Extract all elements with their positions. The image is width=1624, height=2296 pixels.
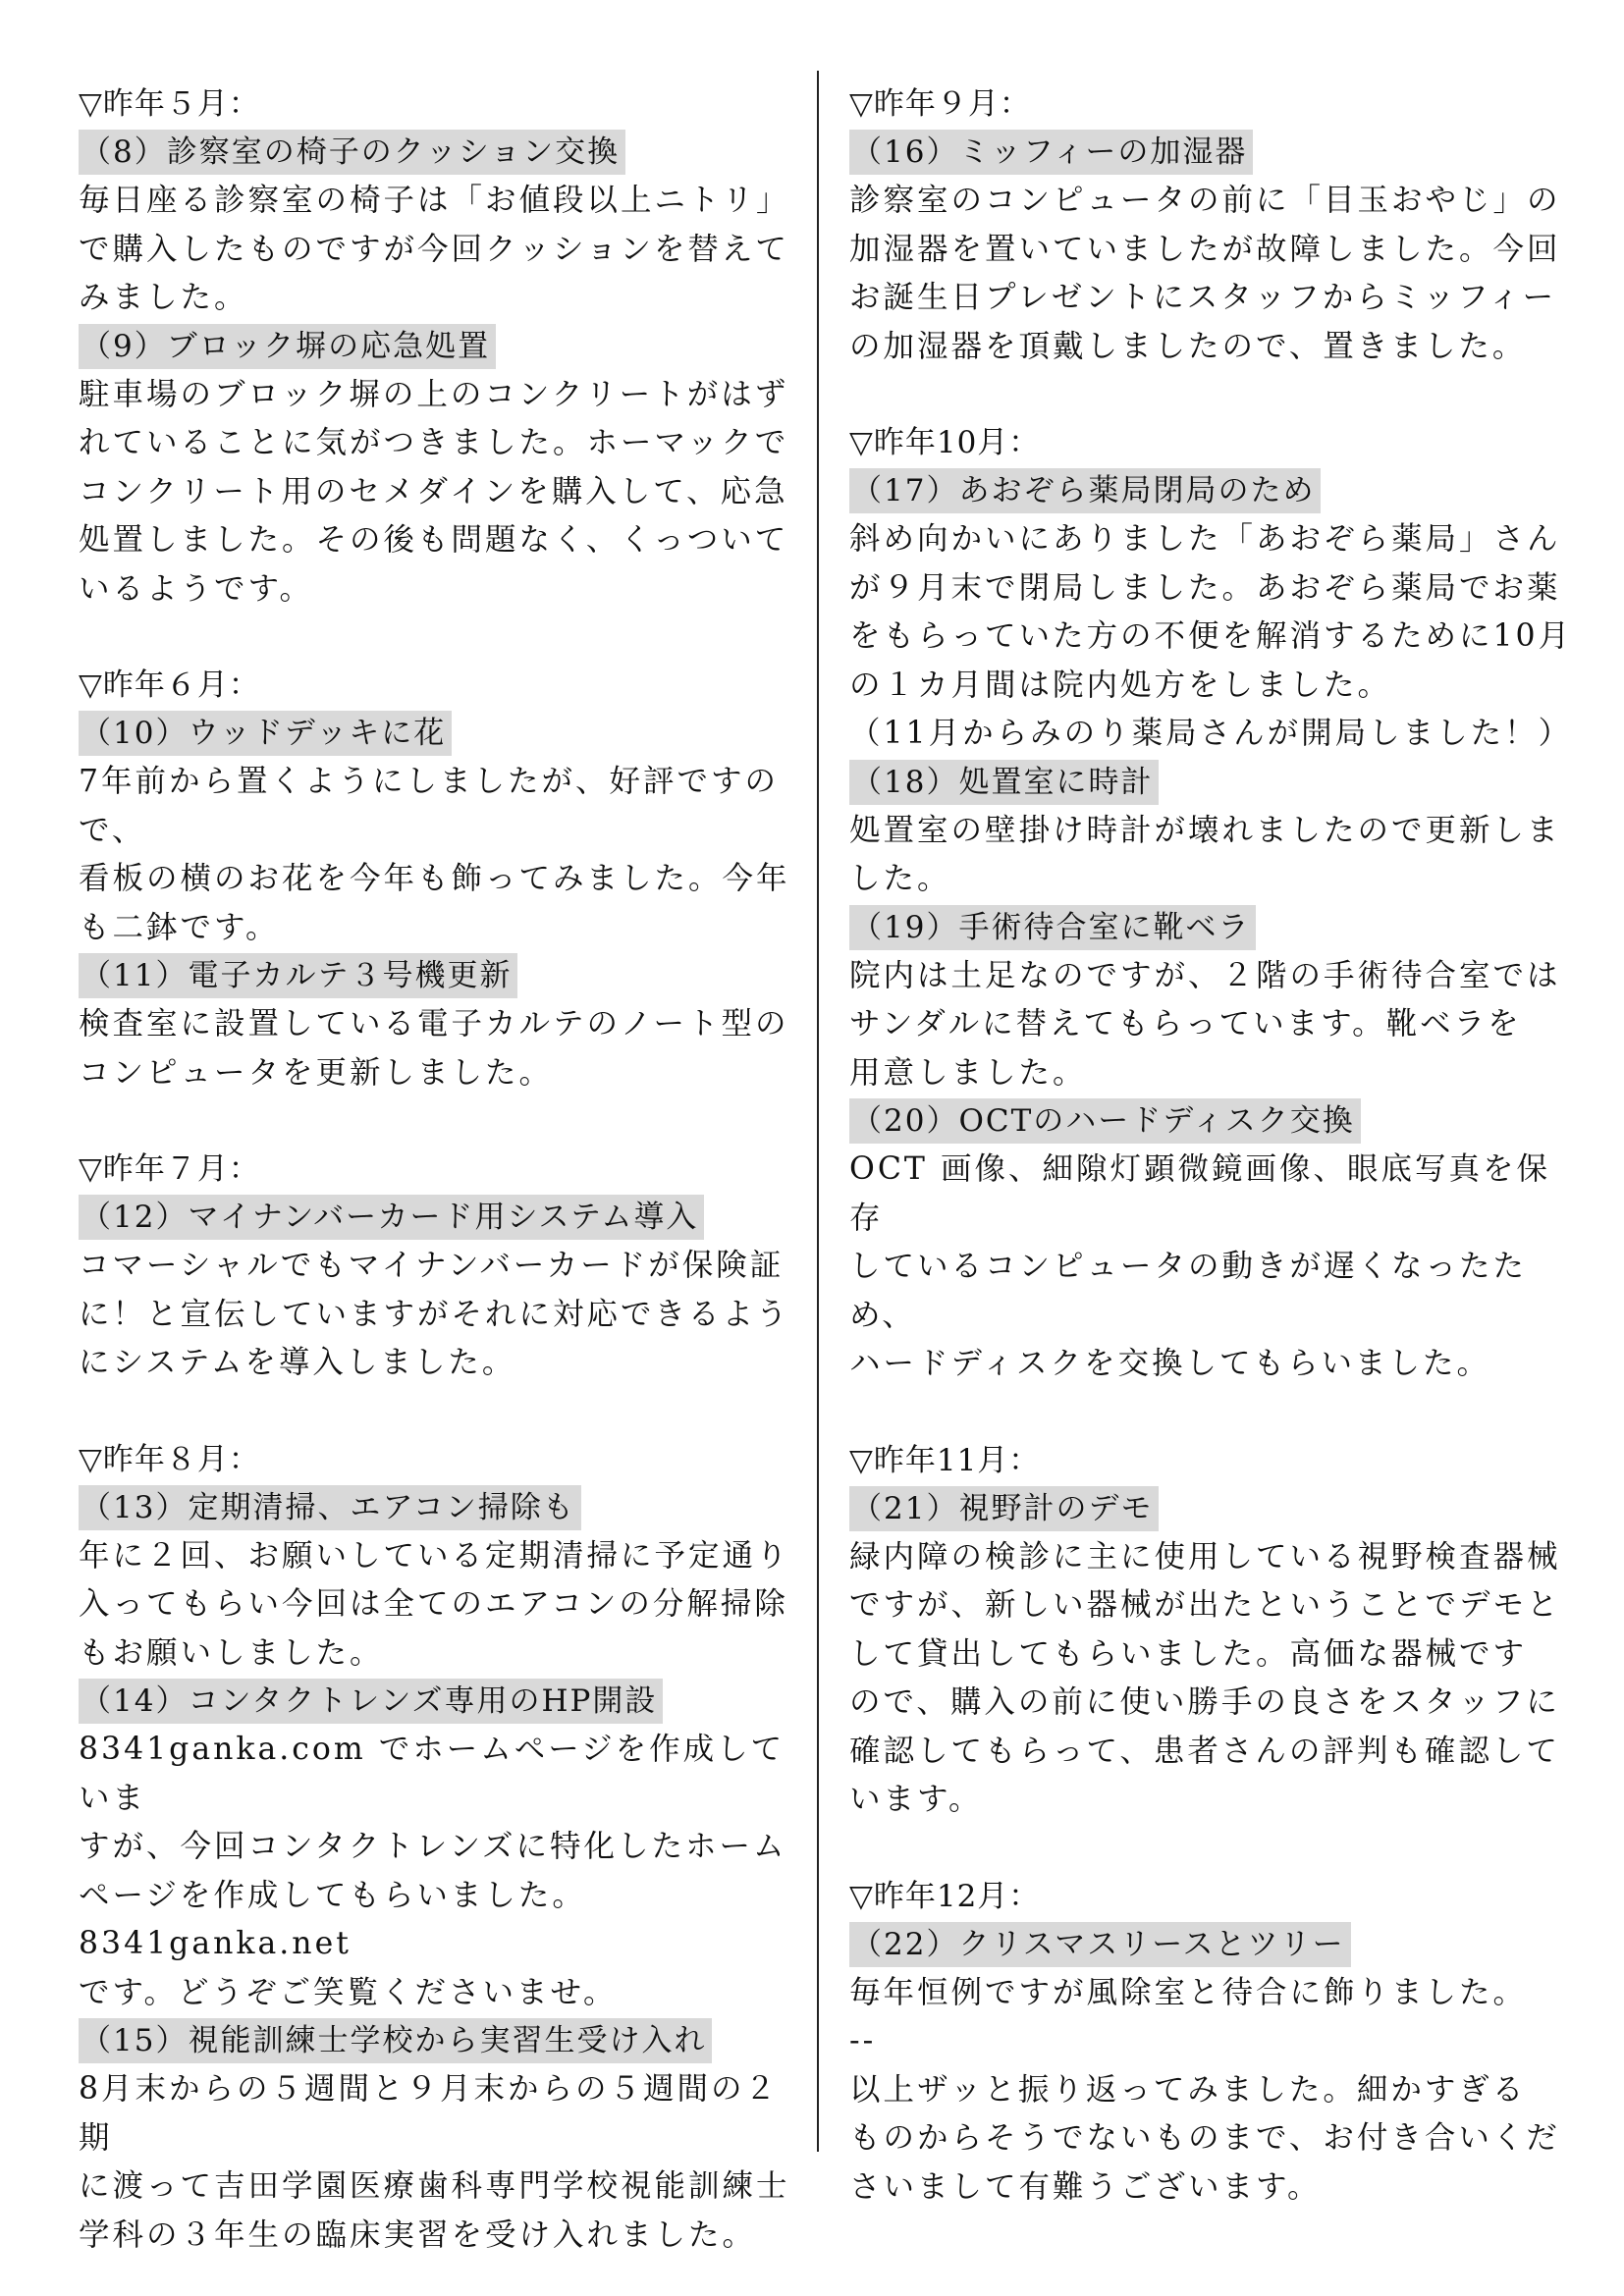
item-heading: （16）ミッフィーの加湿器 xyxy=(849,130,1253,175)
item-heading: （20）OCTのハードディスク交換 xyxy=(849,1098,1361,1144)
item-heading: （14）コンタクトレンズ専用のHP開設 xyxy=(79,1679,663,1724)
item-heading: （19）手術待合室に靴ベラ xyxy=(849,905,1256,950)
item-body: 毎日座る診察室の椅子は「お値段以上ニトリ」 で購入したものですが今回クッションを替えて みました。 xyxy=(79,183,790,315)
item-body: 8月末からの５週間と９月末からの５週間の２期 に渡って吉田学園医療歯科専門学校視能訓練士 学科の３年生の臨床実習を受け入れました。 xyxy=(79,2071,790,2253)
item-heading: （22）クリスマスリースとツリー xyxy=(849,1922,1351,1967)
item-body: OCT 画像、細隙灯顕微鏡画像、眼底写真を保存 しているコンピュータの動きが遅くなったため、 ハードディスクを交換してもらいました。 xyxy=(849,1151,1550,1381)
item-heading: （11）電子カルテ３号機更新 xyxy=(79,953,517,998)
item-heading: （21）視野計のデモ xyxy=(849,1486,1159,1531)
month-header: ▽昨年５月： xyxy=(79,86,260,122)
month-header: ▽昨年10月： xyxy=(849,425,1041,460)
item-heading: （17）あおぞら薬局閉局のため xyxy=(849,468,1321,513)
item-heading: （12）マイナンバーカード用システム導入 xyxy=(79,1195,704,1240)
item-body: 緑内障の検診に主に使用している視野検査器械 ですが、新しい器械が出たということでデモと して貸出してもらいました。高価な器械です ので、購入の前に使い勝手の良さをスタッフに 確認してもらって、患者さんの評判も確認して います。 xyxy=(849,1538,1561,1817)
item-heading: （13）定期清掃、エアコン掃除も xyxy=(79,1485,581,1530)
item-heading: （15）視能訓練士学校から実習生受け入れ xyxy=(79,2018,712,2063)
month-header: ▽昨年12月： xyxy=(849,1878,1041,1914)
item-body: 駐車場のブロック塀の上のコンクリートがはず れていることに気がつきました。ホーマックで コンクリート用のセメダインを購入して、応急 処置しました。その後も問題なく、くっついて いるようです。 xyxy=(79,376,789,607)
item-body: 毎年恒例ですが風除室と待合に飾りました。 xyxy=(849,1974,1528,2010)
item-body: 7年前から置くようにしましたが、好評ですので、 看板の横のお花を今年も飾ってみました。今年 も二鉢です。 xyxy=(79,764,790,945)
month-header: ▽昨年９月： xyxy=(849,86,1031,122)
closing-text: 以上ザッと振り返ってみました。細かすぎる ものからそうでないものまで、お付き合いくだ さいまして有難うございます。 xyxy=(849,2071,1560,2205)
left-column xyxy=(79,80,805,2260)
closing-separator: -- xyxy=(849,2023,877,2058)
item-body: コマーシャルでもマイナンバーカードが保険証 に！と宣伝していますがそれに対応できるよう にシステムを導入しました。 xyxy=(79,1248,790,1380)
column-divider xyxy=(817,71,819,2152)
item-body: 院内は土足なのですが、２階の手術待合室では サンダルに替えてもらっています。靴ベラを 用意しました。 xyxy=(849,957,1561,1091)
item-body: 斜め向かいにありました「あおぞら薬局」さん が９月末で閉局しました。あおぞら薬局でお薬 をもらっていた方の不便を解消するために10月 の１カ月間は院内処方をしました。 （11月からみのり薬局さんが開局しました！） xyxy=(849,521,1573,751)
item-body: 8341ganka.com でホームページを作成していま すが、今回コンタクトレンズに特化したホーム ページを作成してもらいました。8341ganka.net です。どうぞご笑覧くださいませ。 xyxy=(79,1732,787,2010)
right-column xyxy=(849,80,1576,2212)
item-body: 処置室の壁掛け時計が壊れましたので更新しま した。 xyxy=(849,812,1561,896)
item-body: 検査室に設置している電子カルテのノート型の コンピュータを更新しました。 xyxy=(79,1006,789,1091)
month-header: ▽昨年８月： xyxy=(79,1441,260,1477)
item-body: 診察室のコンピュータの前に「目玉おやじ」の 加湿器を置いていましたが故障しました。今回 お誕生日プレゼントにスタッフからミッフィー の加湿器を頂戴しましたので、置きました。 xyxy=(849,183,1561,364)
item-heading: （9）ブロック塀の応急処置 xyxy=(79,324,496,369)
month-header: ▽昨年11月： xyxy=(849,1442,1041,1478)
item-body: 年に２回、お願いしている定期清掃に予定通り 入ってもらい今回は全てのエアコンの分解掃除 もお願いしました。 xyxy=(79,1537,790,1671)
item-heading: （10）ウッドデッキに花 xyxy=(79,711,452,756)
item-heading: （8）診察室の椅子のクッション交換 xyxy=(79,130,625,175)
item-heading: （18）処置室に時計 xyxy=(849,760,1159,805)
month-header: ▽昨年７月： xyxy=(79,1151,260,1187)
month-header: ▽昨年６月： xyxy=(79,667,260,703)
